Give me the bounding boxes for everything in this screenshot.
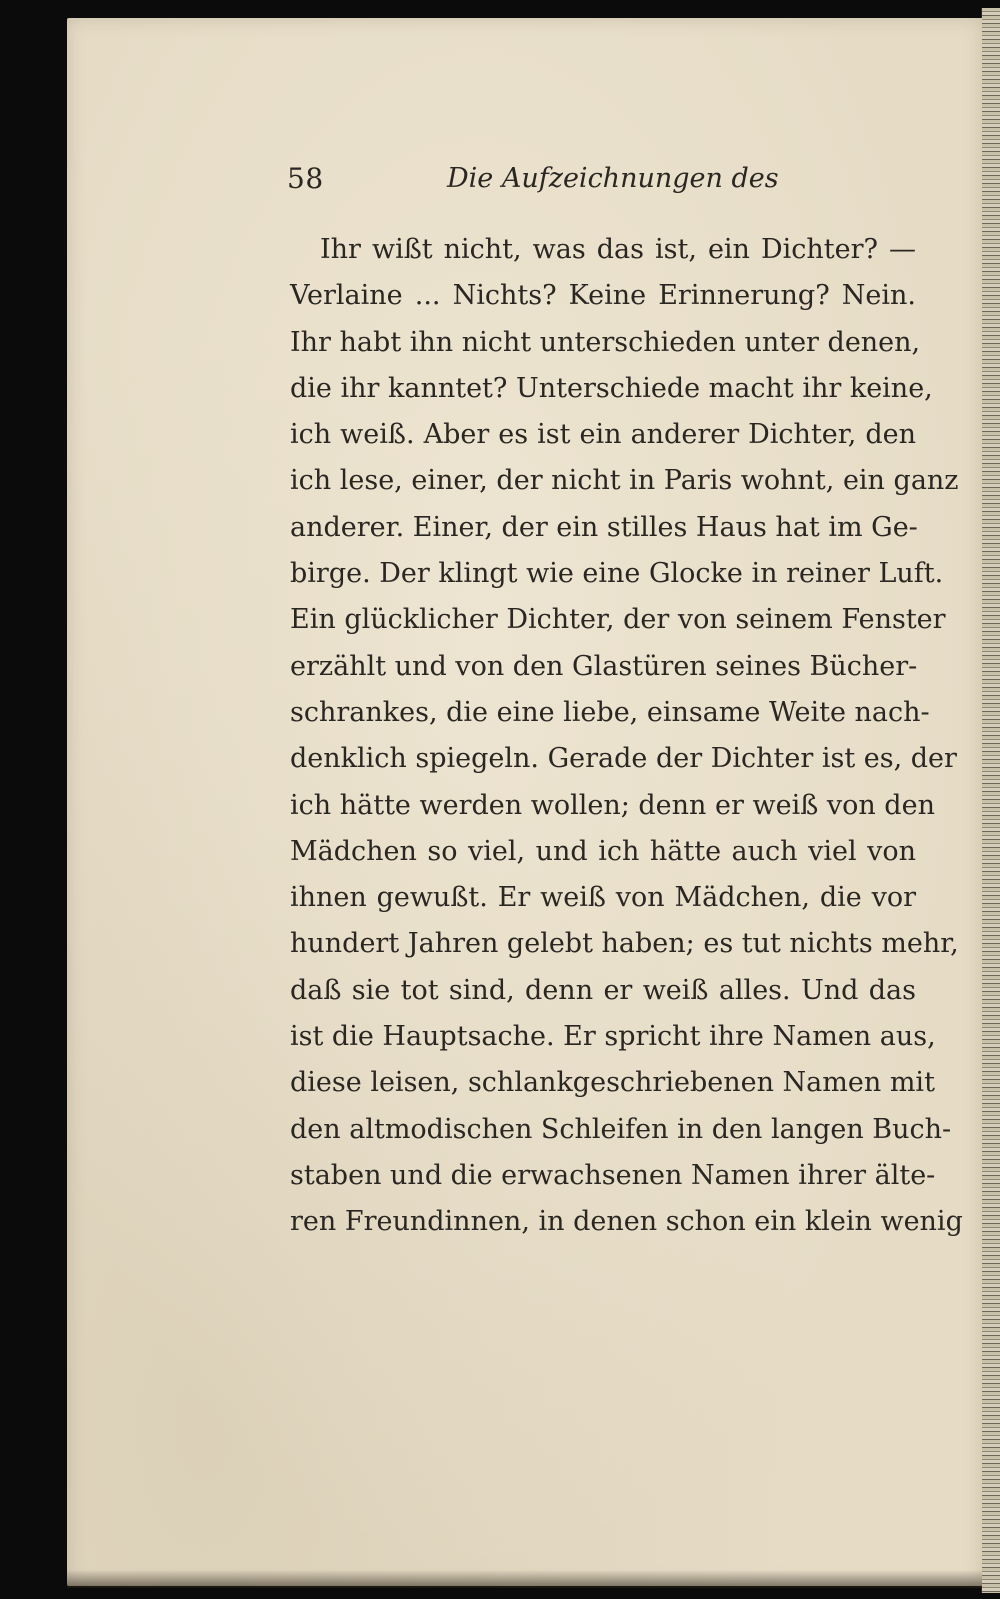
- text-line: Mädchen so viel, und ich hätte auch viel von: [290, 835, 916, 867]
- body-text: [290, 227, 963, 1246]
- text-line: ihnen gewußt. Er weiß von Mädchen, die vor: [290, 882, 916, 914]
- text-line: Verlaine ... Nichts? Keine Erinnerung? Nein.: [290, 280, 916, 312]
- text-line: ist die Hauptsache. Er spricht ihre Namen aus,: [290, 1021, 936, 1053]
- text-line: birge. Der klingt wie eine Glocke in reiner Luft.: [290, 558, 944, 590]
- page-bottom-shadow: [67, 1570, 982, 1588]
- page-number: 58: [287, 162, 324, 195]
- book-page-edges: [981, 8, 1000, 1593]
- text-line: hundert Jahren gelebt haben; es tut nichts mehr,: [290, 928, 959, 960]
- text-line: Ihr habt ihn nicht unterschieden unter denen,: [290, 326, 921, 358]
- text-line: denklich spiegeln. Gerade der Dichter ist es, der: [290, 743, 957, 775]
- text-line: Ein glücklicher Dichter, der von seinem Fenster: [290, 604, 946, 636]
- running-head-title: Die Aufzeichnungen des: [447, 163, 779, 194]
- text-line: Ihr wißt nicht, was das ist, ein Dichter? —: [320, 234, 916, 265]
- text-line: die ihr kanntet? Unterschiede macht ihr keine,: [290, 372, 933, 404]
- text-line: ren Freundinnen, in denen schon ein klein wenig: [290, 1206, 963, 1238]
- text-line: staben und die erwachsenen Namen ihrer älte-: [290, 1159, 936, 1191]
- text-line: erzählt und von den Glastüren seines Bücher-: [290, 650, 918, 682]
- text-line: ich hätte werden wollen; denn er weiß von den: [290, 789, 935, 821]
- text-line: daß sie tot sind, denn er weiß alles. Und das: [290, 974, 916, 1006]
- text-line: schrankes, die eine liebe, einsame Weite nach-: [290, 696, 930, 728]
- running-head: [287, 162, 779, 202]
- text-line: ich lese, einer, der nicht in Paris wohnt, ein ganz: [290, 465, 959, 497]
- text-line: anderer. Einer, der ein stilles Haus hat im Ge-: [290, 511, 918, 543]
- text-line: ich weiß. Aber es ist ein anderer Dichter, den: [290, 419, 916, 451]
- text-line: diese leisen, schlankgeschriebenen Namen mit: [290, 1067, 935, 1099]
- text-line: den altmodischen Schleifen in den langen Buch-: [290, 1113, 952, 1145]
